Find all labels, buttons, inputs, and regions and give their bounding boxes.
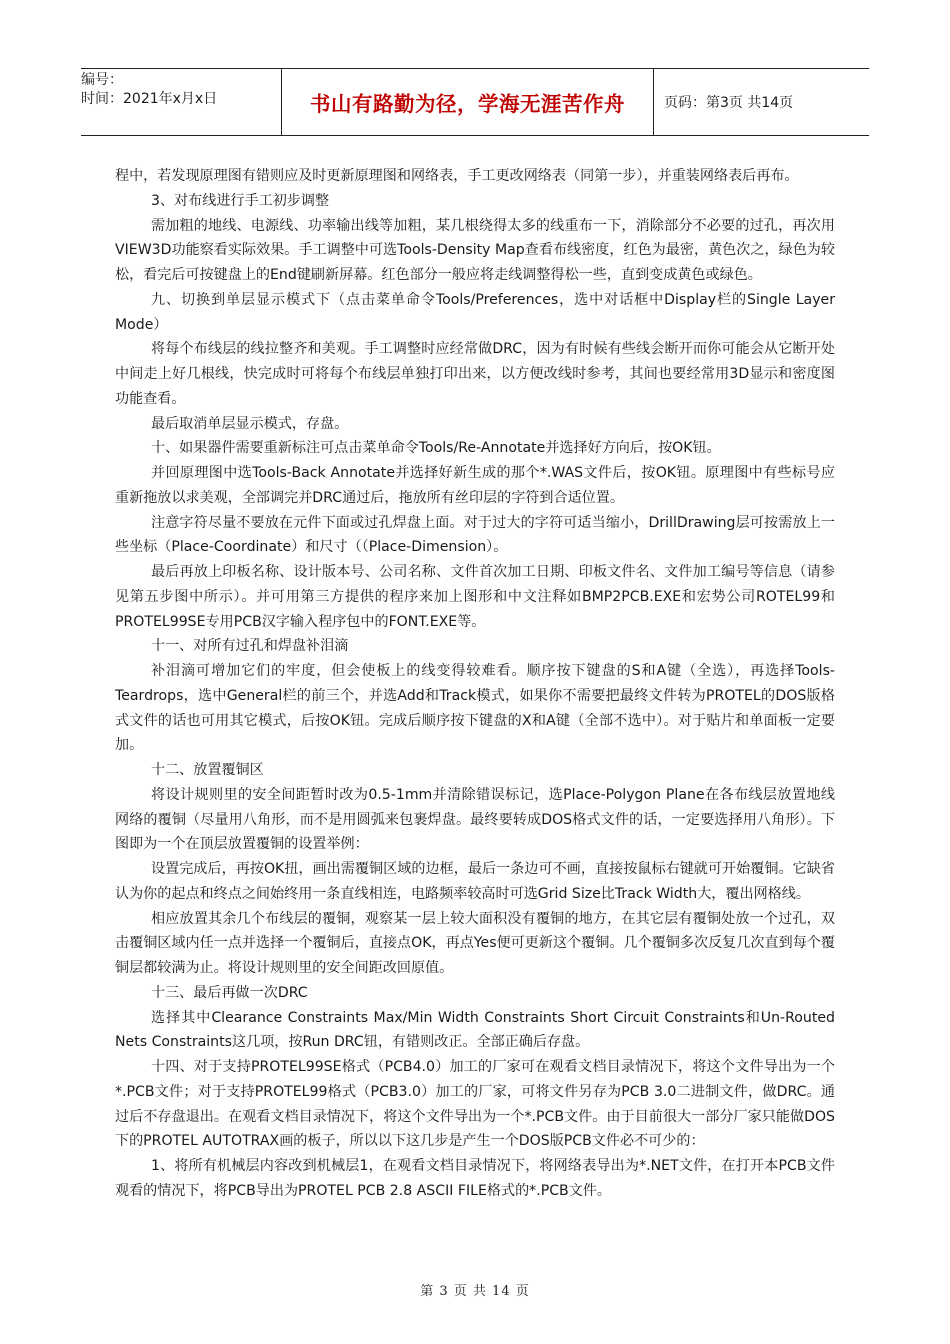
header-page-info: 页码：第3页 共14页	[664, 95, 794, 111]
paragraph: 设置完成后，再按OK扭，画出需覆铜区域的边框，最后一条边可不画，直接按鼠标右键就可开始覆铜。它缺省认为你的起点和终点之间始终用一条直线相连，电路频率较高时可选Grid Size比Track Width大，覆出网格线。	[115, 861, 835, 902]
header-motto: 书山有路勤为径，学海无涯苦作舟	[282, 69, 654, 135]
paragraph: 十一、对所有过孔和焊盘补泪滴	[151, 638, 349, 655]
header-table	[81, 68, 869, 136]
paragraph: 十三、最后再做一次DRC	[151, 984, 308, 1001]
document-body	[115, 164, 835, 1204]
paragraph: 选择其中Clearance Constraints Max/Min Width Constraints Short Circuit Constraints和Un-Routed Nets Constraints这几项，按Run DRC钮，有错则改正。全部正确后存盘。	[115, 1009, 835, 1051]
paragraph: 程中，若发现原理图有错则应及时更新原理图和网络表，手工更改网络表（同第一步），并重装网络表后再布。	[115, 168, 799, 184]
paragraph: 1、将所有机械层内容改到机械层1，在观看文档目录情况下，将网络表导出为*.NET文件，在打开本PCB文件观看的情况下，将PCB导出为PROTEL PCB 2.8 ASCII FILE格式的*.PCB文件。	[115, 1158, 835, 1199]
page-footer: 第 3 页 共 14 页	[420, 1284, 530, 1299]
paragraph: 需加粗的地线、电源线、功率输出线等加粗，某几根绕得太多的线重布一下，消除部分不必要的过孔，再次用VIEW3D功能察看实际效果。手工调整中可选Tools-Density Map查看布线密度，红色为最密，黄色次之，绿色为较松，看完后可按键盘上的End键刷新屏幕。红色部分一般应将走线调整得松一些，直到变成黄色或绿色。	[115, 217, 835, 283]
paragraph: 最后再放上印板名称、设计版本号、公司名称、文件首次加工日期、印板文件名、文件加工编号等信息（请参见第五步图中所示）。并可用第三方提供的程序来加上图形和中文注释如BMP2PCB.EXE和宏势公司ROTEL99和PROTEL99SE专用PCB汉字输入程序包中的FONT.EXE等。	[115, 564, 835, 630]
paragraph: 注意字符尽量不要放在元件下面或过孔焊盘上面。对于过大的字符可适当缩小，DrillDrawing层可按需放上一些坐标（Place-Coordinate）和尺寸（（Place-Dimension）。	[115, 514, 835, 556]
paragraph: 十二、放置覆铜区	[151, 762, 264, 778]
paragraph: 十、如果器件需要重新标注可点击菜单命令Tools/Re-Annotate并选择好方向后，按OK钮。	[151, 440, 721, 457]
paragraph: 相应放置其余几个布线层的覆铜，观察某一层上较大面积没有覆铜的地方，在其它层有覆铜处放一个过孔，双击覆铜区域内任一点并选择一个覆铜后，直接点OK，再点Yes便可更新这个覆铜。几个覆铜多次反复几次直到每个覆铜层都较满为止。将设计规则里的安全间距改回原值。	[115, 910, 835, 976]
paragraph: 九、切换到单层显示模式下（点击菜单命令Tools/Preferences，选中对话框中Display栏的Single Layer Mode）	[115, 291, 835, 333]
paragraph: 并回原理图中选Tools-Back Annotate并选择好新生成的那个*.WAS文件后，按OK钮。原理图中有些标号应重新拖放以求美观，全部调完并DRC通过后，拖放所有丝印层的字符到合适位置。	[115, 465, 835, 506]
paragraph: 最后取消单层显示模式，存盘。	[151, 415, 349, 432]
paragraph: 3、对布线进行手工初步调整	[151, 192, 330, 209]
serial-label: 编号：	[81, 72, 123, 88]
time-label: 时间：2021年x月x日	[81, 91, 218, 107]
paragraph: 补泪滴可增加它们的牢度，但会使板上的线变得较难看。顺序按下键盘的S和A键（全选），再选择Tools-Teardrops，选中General栏的前三个，并选Add和Track模式，如果你不需要把最终文件转为PROTEL的DOS版格式文件的话也可用其它模式，后按OK钮。完成后顺序按下键盘的X和A键（全部不选中）。对于贴片和单面板一定要加。	[115, 663, 835, 754]
paragraph: 将每个布线层的线拉整齐和美观。手工调整时应经常做DRC，因为有时候有些线会断开而你可能会从它断开处中间走上好几根线，快完成时可将每个布线层单独打印出来，以方便改线时参考，其间也要经常用3D显示和密度图功能查看。	[115, 341, 835, 407]
header-meta	[81, 69, 282, 135]
paragraph: 十四、对于支持PROTEL99SE格式（PCB4.0）加工的厂家可在观看文档目录情况下，将这个文件导出为一个*.PCB文件；对于支持PROTEL99格式（PCB3.0）加工的厂家，可将文件另存为PCB 3.0二进制文件，做DRC。通过后不存盘退出。在观看文档目录情况下，将这个文件导出为一个*.PCB文件。由于目前很大一部分厂家只能做DOS下的PROTEL AUTOTRAX画的板子，所以以下这几步是产生一个DOS版PCB文件必不可少的：	[115, 1059, 835, 1150]
paragraph: 将设计规则里的安全间距暂时改为0.5-1mm并清除错误标记，选Place-Polygon Plane在各布线层放置地线网络的覆铜（尽量用八角形，而不是用圆弧来包裹焊盘。最终要转成DOS格式文件的话，一定要选择用八角形）。下图即为一个在顶层放置覆铜的设置举例：	[115, 786, 835, 853]
